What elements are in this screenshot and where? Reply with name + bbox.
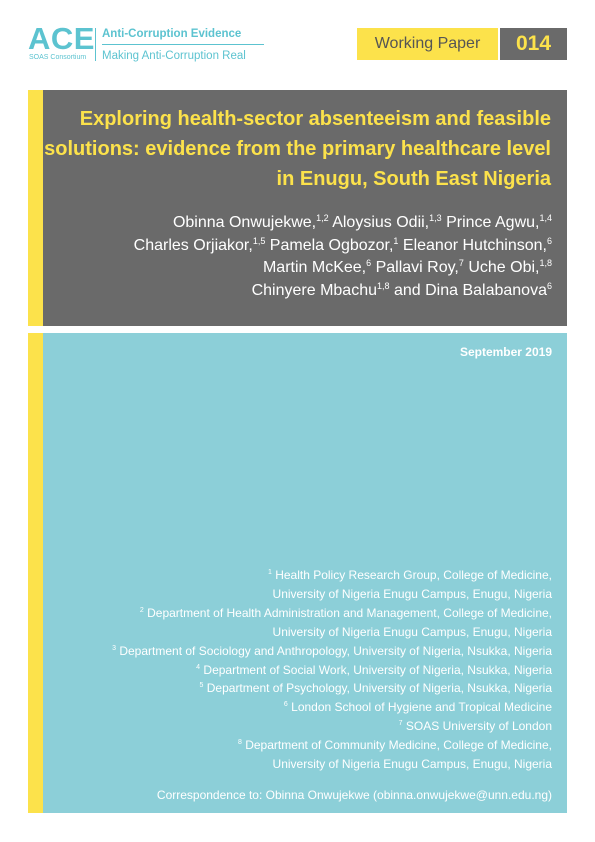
author-name bbox=[270, 237, 399, 254]
correspondence-line: Correspondence to: Obinna Onwujekwe (obinna.onwujekwe@unn.edu.ng) bbox=[156, 788, 552, 802]
paper-number-badge: 014 bbox=[500, 28, 567, 60]
affiliation-item bbox=[52, 604, 552, 623]
affiliation-number: 6 bbox=[283, 701, 288, 709]
affiliation-text-continued: University of Nigeria Enugu Campus, Enugu, Nigeria bbox=[272, 757, 552, 772]
affiliation-item bbox=[52, 642, 552, 661]
affiliation-item bbox=[52, 566, 552, 585]
author-affiliation-marker: 7 bbox=[458, 258, 464, 268]
affiliation-number: 4 bbox=[196, 663, 201, 671]
affiliation-item bbox=[52, 661, 552, 680]
author-affiliation-marker: 1,2 bbox=[316, 213, 329, 223]
author-name bbox=[134, 237, 266, 254]
author-name bbox=[446, 214, 552, 231]
affiliation-list bbox=[52, 566, 552, 774]
author-name bbox=[252, 282, 390, 299]
author-affiliation-marker: 1,5 bbox=[252, 235, 266, 246]
accent-bar-top bbox=[28, 90, 43, 326]
author-name bbox=[468, 259, 552, 276]
affiliation-text: Department of Psychology, University of Nigeria, Nsukka, Nigeria bbox=[206, 681, 552, 696]
org-title-rule bbox=[102, 44, 264, 45]
author-name-text: Eleanor Hutchinson, bbox=[402, 236, 547, 254]
author-name bbox=[394, 282, 552, 299]
author-list bbox=[43, 212, 552, 302]
affiliation-text: Health Policy Research Group, College of Medicine, bbox=[275, 568, 552, 582]
info-panel bbox=[43, 333, 567, 813]
affiliation-number: 3 bbox=[112, 644, 116, 652]
affiliation-item bbox=[52, 717, 552, 736]
author-name-text: and Dina Balabanova bbox=[393, 281, 547, 299]
affiliation-number: 1 bbox=[267, 569, 272, 576]
logo-subtext: SOAS Consortium bbox=[29, 54, 87, 61]
author-name bbox=[332, 214, 441, 231]
author-line bbox=[43, 212, 552, 235]
affiliation-text: Department of Social Work, University of Nigeria, Nsukka, Nigeria bbox=[203, 662, 552, 677]
affiliation-text: Department of Sociology and Anthropology, University of Nigeria, Nsukka, Nigeria bbox=[119, 643, 552, 658]
author-name bbox=[173, 214, 329, 231]
author-affiliation-marker: 6 bbox=[366, 258, 372, 268]
affiliation-text: London School of Hygiene and Tropical Medicine bbox=[291, 700, 552, 715]
author-name-text: Pamela Ogbozor, bbox=[269, 236, 394, 254]
ace-logo: ACE bbox=[28, 21, 95, 56]
affiliation-item bbox=[52, 698, 552, 717]
affiliation-item bbox=[52, 736, 552, 755]
logo-divider bbox=[95, 28, 96, 61]
author-name-text: Obinna Onwujekwe, bbox=[172, 214, 317, 231]
author-affiliation-marker: 1,8 bbox=[377, 280, 390, 291]
affiliation-text: SOAS University of London bbox=[405, 719, 552, 734]
author-name-text: Martin McKee, bbox=[262, 259, 367, 276]
publication-date: September 2019 bbox=[459, 345, 552, 359]
author-name-text: Charles Orjiakor, bbox=[133, 236, 253, 254]
author-name bbox=[263, 259, 371, 276]
title-panel bbox=[43, 90, 567, 326]
author-name-text: Chinyere Mbachu bbox=[251, 281, 377, 299]
affiliation-text-continued: University of Nigeria Enugu Campus, Enugu, Nigeria bbox=[272, 586, 552, 601]
affiliation-number: 2 bbox=[139, 606, 144, 614]
author-affiliation-marker: 1,4 bbox=[539, 213, 552, 223]
affiliation-text-continued: University of Nigeria Enugu Campus, Enugu, Nigeria bbox=[272, 624, 552, 639]
affiliation-number: 5 bbox=[199, 682, 204, 690]
author-name-text: Aloysius Odii, bbox=[332, 214, 430, 231]
affiliation-text: Department of Community Medicine, College of Medicine, bbox=[245, 738, 552, 753]
author-line bbox=[43, 280, 552, 303]
affiliation-item bbox=[52, 679, 552, 698]
author-name-text: Uche Obi, bbox=[468, 259, 540, 276]
paper-type-badge: Working Paper bbox=[357, 28, 498, 60]
author-affiliation-marker: 6 bbox=[546, 280, 552, 291]
author-affiliation-marker: 6 bbox=[546, 235, 552, 246]
affiliation-number: 7 bbox=[398, 720, 403, 728]
author-name-text: Prince Agwu, bbox=[446, 214, 540, 231]
paper-title: Exploring health-sector absenteeism and feasible solutions: evidence from the primary healthcare level in Enugu, South East Nigeria bbox=[44, 108, 551, 190]
author-affiliation-marker: 1 bbox=[393, 235, 399, 246]
org-title: Anti-Corruption Evidence bbox=[102, 28, 242, 40]
org-tagline: Making Anti-Corruption Real bbox=[102, 50, 246, 62]
author-name-text: Pallavi Roy, bbox=[375, 259, 459, 276]
author-line bbox=[43, 235, 552, 258]
author-affiliation-marker: 1,8 bbox=[539, 258, 552, 268]
author-affiliation-marker: 1,3 bbox=[429, 213, 442, 223]
affiliation-text: Department of Health Administration and Management, College of Medicine, bbox=[147, 605, 552, 620]
author-name bbox=[403, 237, 552, 254]
author-name bbox=[376, 259, 464, 276]
accent-bar-bottom bbox=[28, 333, 43, 813]
author-line bbox=[43, 257, 552, 280]
affiliation-number: 8 bbox=[237, 739, 242, 747]
